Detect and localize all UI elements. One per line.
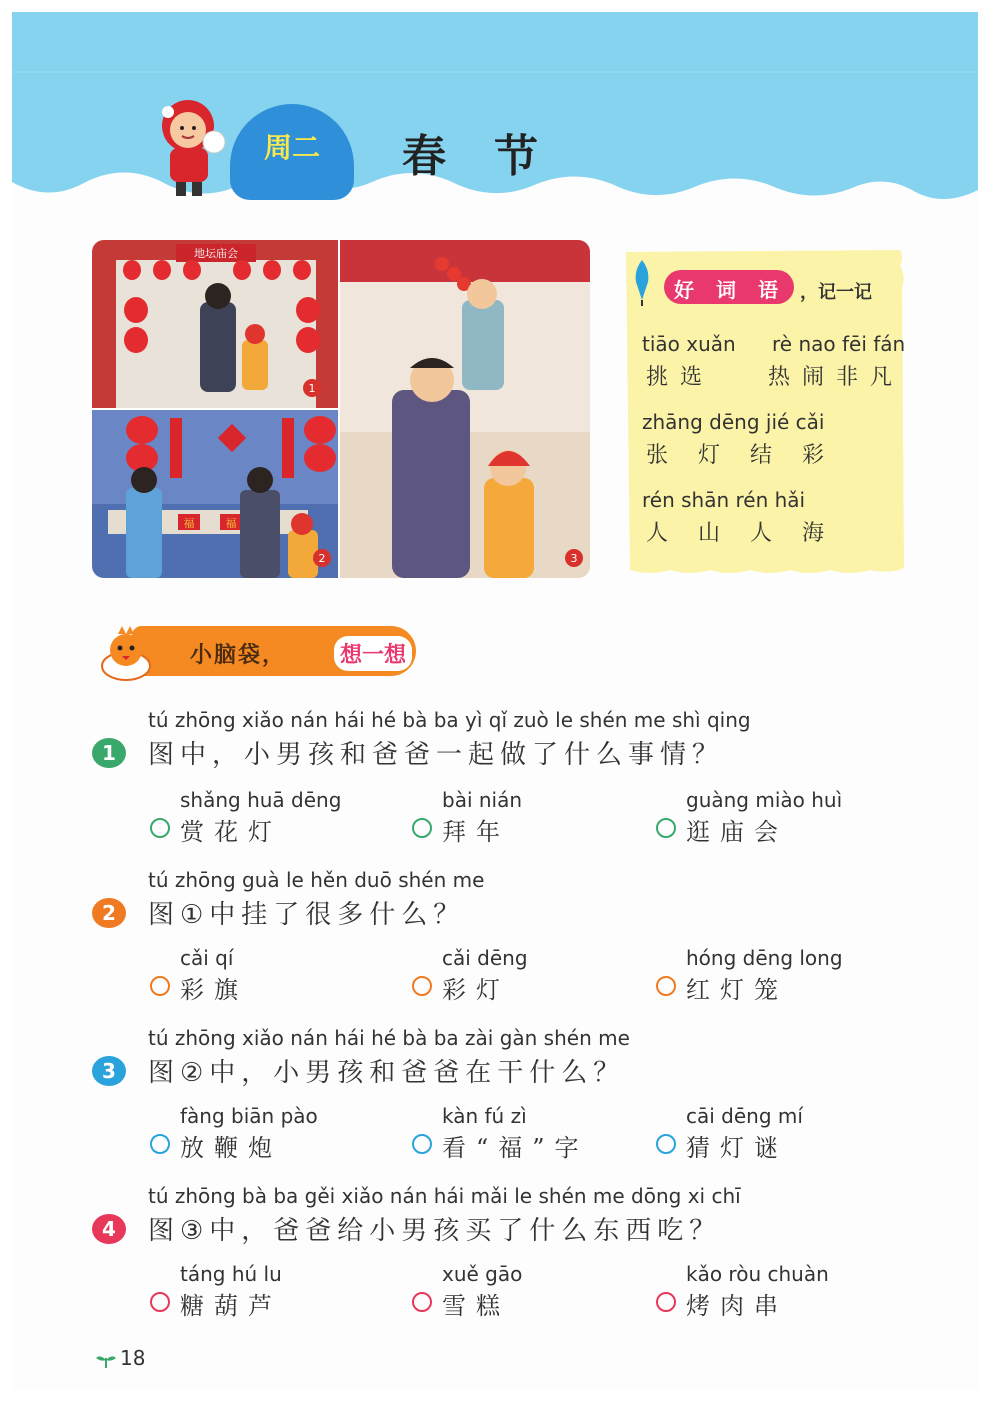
page-title: 春节 xyxy=(402,131,586,182)
workbook-page xyxy=(12,12,978,1390)
fu-couplet-right: 福 xyxy=(225,517,237,530)
option-hanzi: 烤肉串 xyxy=(686,1292,788,1320)
option-radio[interactable] xyxy=(150,1292,170,1312)
option-pinyin: cǎi dēng xyxy=(442,946,528,970)
option-radio[interactable] xyxy=(150,976,170,996)
chick-mascot-icon xyxy=(96,622,156,682)
story-illustration xyxy=(92,240,590,578)
option-hanzi: 红灯笼 xyxy=(686,976,788,1004)
fu-couplet-left: 福 xyxy=(183,517,195,530)
word-hanzi: 挑选 xyxy=(646,365,715,390)
word-pinyin: rè nao fēi fán xyxy=(772,332,906,356)
think-label-highlight: 想一想 xyxy=(334,636,412,671)
question-text: 图中，小男孩和爸爸一起做了什么事情？ xyxy=(148,740,725,770)
option-pinyin: táng hú lu xyxy=(180,1262,282,1286)
question-number-badge: 1 xyxy=(92,738,126,768)
option-radio[interactable] xyxy=(656,1134,676,1154)
page-header xyxy=(12,12,978,242)
option-hanzi: 彩灯 xyxy=(442,976,510,1004)
pencil-icon xyxy=(630,260,654,306)
option-radio[interactable] xyxy=(656,818,676,838)
think-tab xyxy=(132,626,416,676)
option-pinyin: hóng dēng long xyxy=(686,946,843,970)
word-hanzi: 张灯结彩 xyxy=(646,443,855,468)
tag-char: 语 xyxy=(758,278,778,302)
option-pinyin: bài nián xyxy=(442,788,523,812)
word-hanzi: 人山人海 xyxy=(646,521,855,546)
festival-scene-image xyxy=(92,240,590,578)
option-pinyin: kǎo ròu chuàn xyxy=(686,1262,829,1286)
question-number-badge: 4 xyxy=(92,1214,126,1244)
kid-mascot-icon xyxy=(148,92,232,202)
option-radio[interactable] xyxy=(412,1292,432,1312)
think-section-header xyxy=(96,622,416,680)
option-hanzi: 彩旗 xyxy=(180,976,248,1004)
weekday-label: 周二 xyxy=(263,131,320,164)
panel-number: 1 xyxy=(308,382,316,395)
question-text: 图②中，小男孩和爸爸在干什么？ xyxy=(148,1058,626,1088)
option-hanzi: 逛庙会 xyxy=(686,818,788,846)
question-number-badge: 3 xyxy=(92,1056,126,1086)
option-radio[interactable] xyxy=(656,976,676,996)
question-pinyin: tú zhōng guà le hěn duō shén me xyxy=(148,868,485,892)
tag-char: 好 xyxy=(674,278,694,302)
word-pinyin: tiāo xuǎn xyxy=(642,332,736,356)
good-words-tag-tail: ，记一记 xyxy=(800,282,872,303)
question-number-badge: 2 xyxy=(92,898,126,928)
option-pinyin: kàn fú zì xyxy=(442,1104,527,1128)
option-radio[interactable] xyxy=(412,976,432,996)
option-radio[interactable] xyxy=(656,1292,676,1312)
good-words-tag xyxy=(664,266,794,306)
page-number: 18 xyxy=(120,1346,146,1370)
option-radio[interactable] xyxy=(150,1134,170,1154)
question-text: 图①中挂了很多什么？ xyxy=(148,900,466,930)
option-pinyin: shǎng huā dēng xyxy=(180,788,342,812)
word-pinyin: rén shān rén hǎi xyxy=(642,488,806,512)
option-hanzi: 猜灯谜 xyxy=(686,1134,788,1162)
sprout-icon xyxy=(96,1352,116,1368)
word-pinyin: zhāng dēng jié cǎi xyxy=(642,410,825,434)
option-pinyin: cāi dēng mí xyxy=(686,1104,803,1128)
option-radio[interactable] xyxy=(412,818,432,838)
question-pinyin: tú zhōng xiǎo nán hái hé bà ba yì qǐ zuò le shén me shì qing xyxy=(148,708,751,732)
option-pinyin: guàng miào huì xyxy=(686,788,843,812)
option-radio[interactable] xyxy=(150,818,170,838)
option-hanzi: 糖葫芦 xyxy=(180,1292,282,1320)
panel-number: 3 xyxy=(570,552,578,565)
tag-char: 词 xyxy=(716,278,736,302)
option-hanzi: 拜年 xyxy=(442,818,510,846)
think-label: 小脑袋， xyxy=(190,643,287,668)
option-pinyin: fàng biān pào xyxy=(180,1104,318,1128)
question-text: 图③中，爸爸给小男孩买了什么东西吃？ xyxy=(148,1216,722,1246)
option-hanzi: 雪糕 xyxy=(442,1292,510,1320)
option-hanzi: 看“福”字 xyxy=(442,1134,589,1162)
question-pinyin: tú zhōng xiǎo nán hái hé bà ba zài gàn shén me xyxy=(148,1026,630,1050)
word-hanzi: 热闹非凡 xyxy=(768,365,905,390)
panel-number: 2 xyxy=(318,552,326,565)
option-hanzi: 放鞭炮 xyxy=(180,1134,282,1162)
option-pinyin: cǎi qí xyxy=(180,946,234,970)
temple-fair-sign: 地坛庙会 xyxy=(194,247,238,260)
option-radio[interactable] xyxy=(412,1134,432,1154)
option-pinyin: xuě gāo xyxy=(442,1262,523,1286)
good-words-note xyxy=(620,248,908,578)
question-pinyin: tú zhōng bà ba gěi xiǎo nán hái mǎi le shén me dōng xi chī xyxy=(148,1184,741,1208)
option-hanzi: 赏花灯 xyxy=(180,818,282,846)
